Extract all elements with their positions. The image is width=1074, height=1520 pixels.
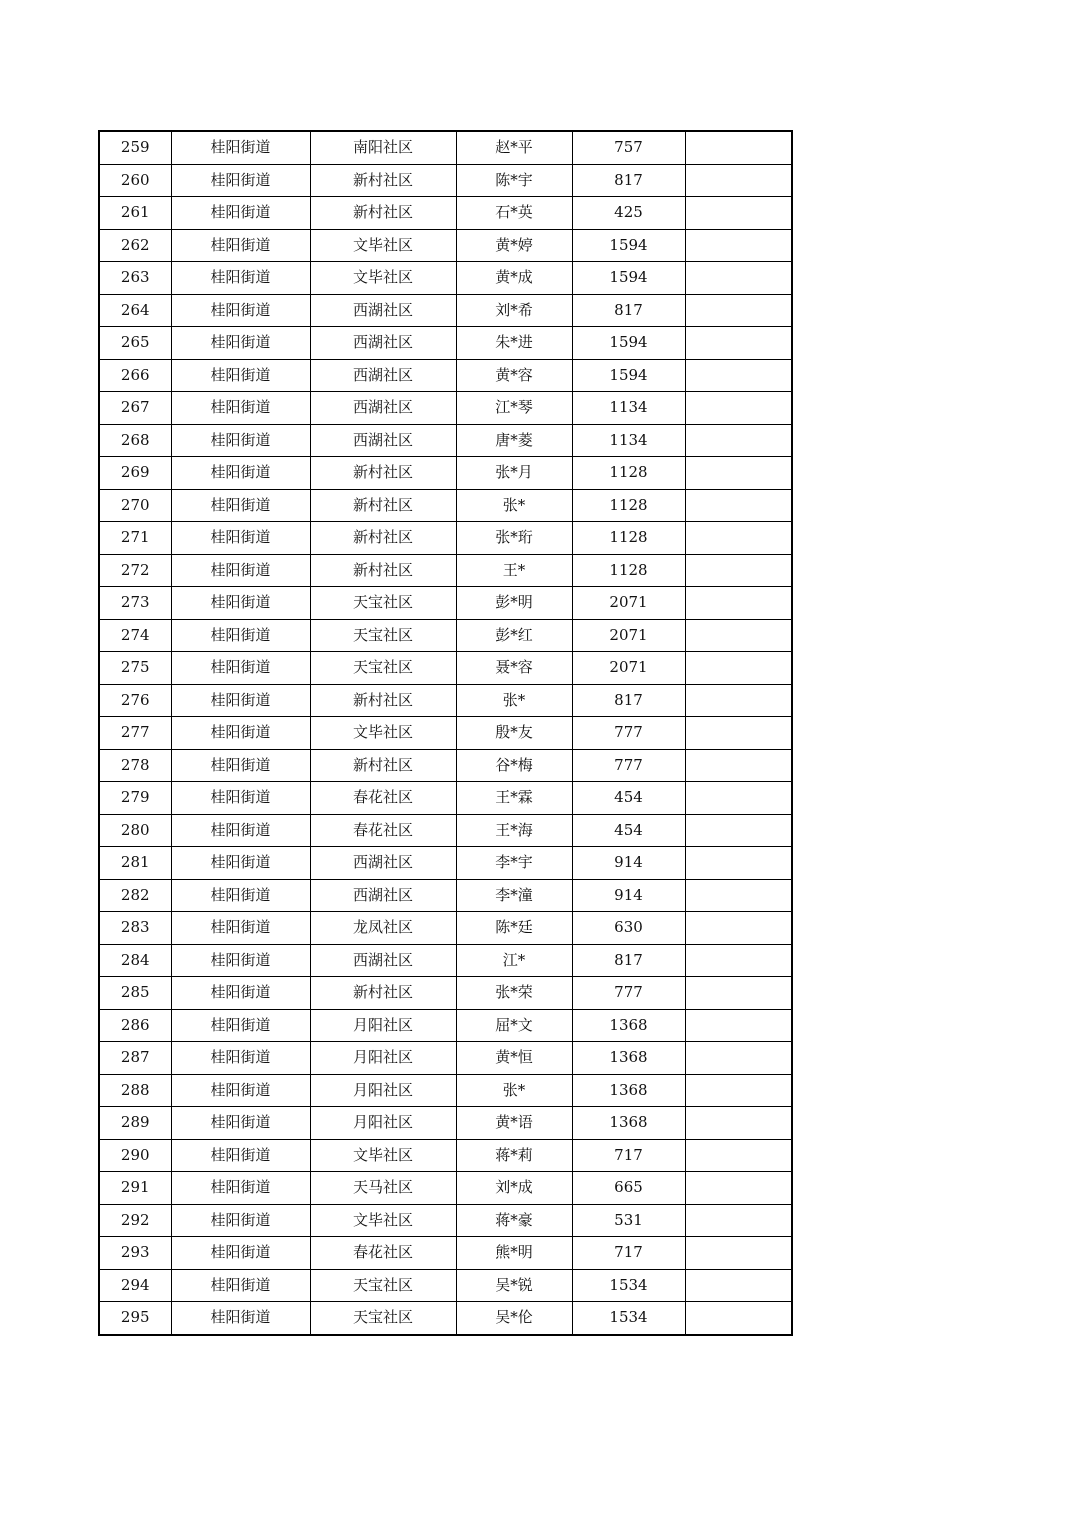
- data-table: [98, 130, 793, 1336]
- amount-cell: 1594: [572, 229, 685, 262]
- table-body: [99, 131, 792, 1335]
- name-cell: 唐*菱: [456, 424, 572, 457]
- street-cell: 桂阳街道: [171, 522, 310, 555]
- amount-cell: 914: [572, 879, 685, 912]
- street-cell: 桂阳街道: [171, 424, 310, 457]
- amount-cell: 2071: [572, 587, 685, 620]
- table-row: [99, 262, 792, 295]
- street-cell: 桂阳街道: [171, 587, 310, 620]
- row-number-cell: 276: [99, 684, 171, 717]
- community-cell: 天宝社区: [310, 652, 456, 685]
- row-number-cell: 286: [99, 1009, 171, 1042]
- amount-cell: 914: [572, 847, 685, 880]
- street-cell: 桂阳街道: [171, 131, 310, 164]
- note-cell: [685, 131, 792, 164]
- amount-cell: 1128: [572, 457, 685, 490]
- name-cell: 李*潼: [456, 879, 572, 912]
- row-number-cell: 261: [99, 197, 171, 230]
- street-cell: 桂阳街道: [171, 1107, 310, 1140]
- table-row: [99, 977, 792, 1010]
- name-cell: 王*海: [456, 814, 572, 847]
- name-cell: 蒋*莉: [456, 1139, 572, 1172]
- amount-cell: 1134: [572, 392, 685, 425]
- street-cell: 桂阳街道: [171, 197, 310, 230]
- street-cell: 桂阳街道: [171, 814, 310, 847]
- table-row: [99, 131, 792, 164]
- row-number-cell: 271: [99, 522, 171, 555]
- note-cell: [685, 749, 792, 782]
- amount-cell: 1534: [572, 1269, 685, 1302]
- street-cell: 桂阳街道: [171, 327, 310, 360]
- amount-cell: 1128: [572, 489, 685, 522]
- amount-cell: 1594: [572, 359, 685, 392]
- note-cell: [685, 977, 792, 1010]
- table-row: [99, 1009, 792, 1042]
- community-cell: 西湖社区: [310, 424, 456, 457]
- amount-cell: 1594: [572, 327, 685, 360]
- note-cell: [685, 879, 792, 912]
- note-cell: [685, 652, 792, 685]
- name-cell: 石*英: [456, 197, 572, 230]
- name-cell: 王*霖: [456, 782, 572, 815]
- street-cell: 桂阳街道: [171, 229, 310, 262]
- table-row: [99, 229, 792, 262]
- community-cell: 南阳社区: [310, 131, 456, 164]
- note-cell: [685, 1302, 792, 1335]
- community-cell: 新村社区: [310, 489, 456, 522]
- row-number-cell: 273: [99, 587, 171, 620]
- amount-cell: 531: [572, 1204, 685, 1237]
- table-row: [99, 1107, 792, 1140]
- row-number-cell: 295: [99, 1302, 171, 1335]
- community-cell: 天宝社区: [310, 587, 456, 620]
- street-cell: 桂阳街道: [171, 1269, 310, 1302]
- community-cell: 新村社区: [310, 977, 456, 1010]
- row-number-cell: 280: [99, 814, 171, 847]
- row-number-cell: 290: [99, 1139, 171, 1172]
- row-number-cell: 285: [99, 977, 171, 1010]
- community-cell: 月阳社区: [310, 1009, 456, 1042]
- street-cell: 桂阳街道: [171, 912, 310, 945]
- street-cell: 桂阳街道: [171, 392, 310, 425]
- amount-cell: 1368: [572, 1107, 685, 1140]
- street-cell: 桂阳街道: [171, 944, 310, 977]
- street-cell: 桂阳街道: [171, 1172, 310, 1205]
- street-cell: 桂阳街道: [171, 977, 310, 1010]
- note-cell: [685, 717, 792, 750]
- street-cell: 桂阳街道: [171, 879, 310, 912]
- community-cell: 天宝社区: [310, 619, 456, 652]
- amount-cell: 1368: [572, 1074, 685, 1107]
- row-number-cell: 291: [99, 1172, 171, 1205]
- table-row: [99, 717, 792, 750]
- table-row: [99, 197, 792, 230]
- community-cell: 新村社区: [310, 749, 456, 782]
- street-cell: 桂阳街道: [171, 749, 310, 782]
- table-row: [99, 164, 792, 197]
- amount-cell: 1128: [572, 554, 685, 587]
- name-cell: 赵*平: [456, 131, 572, 164]
- row-number-cell: 281: [99, 847, 171, 880]
- table-row: [99, 457, 792, 490]
- street-cell: 桂阳街道: [171, 1302, 310, 1335]
- community-cell: 西湖社区: [310, 294, 456, 327]
- table-row: [99, 944, 792, 977]
- table-row: [99, 652, 792, 685]
- row-number-cell: 265: [99, 327, 171, 360]
- community-cell: 龙凤社区: [310, 912, 456, 945]
- table-row: [99, 294, 792, 327]
- name-cell: 吴*锐: [456, 1269, 572, 1302]
- row-number-cell: 277: [99, 717, 171, 750]
- community-cell: 文毕社区: [310, 1139, 456, 1172]
- street-cell: 桂阳街道: [171, 489, 310, 522]
- note-cell: [685, 1042, 792, 1075]
- community-cell: 月阳社区: [310, 1042, 456, 1075]
- table-row: [99, 879, 792, 912]
- name-cell: 殷*友: [456, 717, 572, 750]
- row-number-cell: 294: [99, 1269, 171, 1302]
- street-cell: 桂阳街道: [171, 262, 310, 295]
- amount-cell: 454: [572, 814, 685, 847]
- name-cell: 吴*伦: [456, 1302, 572, 1335]
- name-cell: 朱*进: [456, 327, 572, 360]
- table-row: [99, 619, 792, 652]
- street-cell: 桂阳街道: [171, 1042, 310, 1075]
- note-cell: [685, 619, 792, 652]
- community-cell: 西湖社区: [310, 327, 456, 360]
- name-cell: 陈*宇: [456, 164, 572, 197]
- amount-cell: 817: [572, 684, 685, 717]
- note-cell: [685, 522, 792, 555]
- amount-cell: 757: [572, 131, 685, 164]
- note-cell: [685, 359, 792, 392]
- name-cell: 陈*廷: [456, 912, 572, 945]
- row-number-cell: 267: [99, 392, 171, 425]
- name-cell: 刘*希: [456, 294, 572, 327]
- community-cell: 西湖社区: [310, 847, 456, 880]
- community-cell: 月阳社区: [310, 1074, 456, 1107]
- street-cell: 桂阳街道: [171, 619, 310, 652]
- row-number-cell: 270: [99, 489, 171, 522]
- row-number-cell: 279: [99, 782, 171, 815]
- community-cell: 文毕社区: [310, 717, 456, 750]
- amount-cell: 777: [572, 749, 685, 782]
- amount-cell: 425: [572, 197, 685, 230]
- row-number-cell: 282: [99, 879, 171, 912]
- note-cell: [685, 587, 792, 620]
- table-row: [99, 522, 792, 555]
- street-cell: 桂阳街道: [171, 652, 310, 685]
- row-number-cell: 293: [99, 1237, 171, 1270]
- note-cell: [685, 327, 792, 360]
- note-cell: [685, 1074, 792, 1107]
- street-cell: 桂阳街道: [171, 782, 310, 815]
- table-row: [99, 554, 792, 587]
- amount-cell: 1534: [572, 1302, 685, 1335]
- table-row: [99, 684, 792, 717]
- table-row: [99, 1204, 792, 1237]
- name-cell: 李*宇: [456, 847, 572, 880]
- street-cell: 桂阳街道: [171, 164, 310, 197]
- community-cell: 文毕社区: [310, 229, 456, 262]
- community-cell: 新村社区: [310, 554, 456, 587]
- row-number-cell: 269: [99, 457, 171, 490]
- name-cell: 彭*明: [456, 587, 572, 620]
- note-cell: [685, 457, 792, 490]
- name-cell: 张*: [456, 1074, 572, 1107]
- name-cell: 张*: [456, 684, 572, 717]
- table-row: [99, 1172, 792, 1205]
- amount-cell: 630: [572, 912, 685, 945]
- name-cell: 黄*恒: [456, 1042, 572, 1075]
- name-cell: 黄*容: [456, 359, 572, 392]
- table-row: [99, 424, 792, 457]
- community-cell: 新村社区: [310, 164, 456, 197]
- table-row: [99, 1042, 792, 1075]
- amount-cell: 1128: [572, 522, 685, 555]
- note-cell: [685, 164, 792, 197]
- community-cell: 春花社区: [310, 1237, 456, 1270]
- name-cell: 江*琴: [456, 392, 572, 425]
- amount-cell: 1594: [572, 262, 685, 295]
- name-cell: 江*: [456, 944, 572, 977]
- table-row: [99, 327, 792, 360]
- row-number-cell: 287: [99, 1042, 171, 1075]
- row-number-cell: 274: [99, 619, 171, 652]
- row-number-cell: 259: [99, 131, 171, 164]
- amount-cell: 717: [572, 1139, 685, 1172]
- street-cell: 桂阳街道: [171, 1009, 310, 1042]
- street-cell: 桂阳街道: [171, 294, 310, 327]
- name-cell: 屈*文: [456, 1009, 572, 1042]
- name-cell: 张*珩: [456, 522, 572, 555]
- row-number-cell: 262: [99, 229, 171, 262]
- table-row: [99, 1074, 792, 1107]
- note-cell: [685, 1139, 792, 1172]
- community-cell: 春花社区: [310, 782, 456, 815]
- name-cell: 熊*明: [456, 1237, 572, 1270]
- community-cell: 月阳社区: [310, 1107, 456, 1140]
- name-cell: 聂*容: [456, 652, 572, 685]
- amount-cell: 2071: [572, 619, 685, 652]
- amount-cell: 1368: [572, 1042, 685, 1075]
- street-cell: 桂阳街道: [171, 717, 310, 750]
- community-cell: 春花社区: [310, 814, 456, 847]
- note-cell: [685, 229, 792, 262]
- amount-cell: 2071: [572, 652, 685, 685]
- community-cell: 天宝社区: [310, 1269, 456, 1302]
- street-cell: 桂阳街道: [171, 359, 310, 392]
- name-cell: 刘*成: [456, 1172, 572, 1205]
- community-cell: 西湖社区: [310, 359, 456, 392]
- table-row: [99, 1269, 792, 1302]
- note-cell: [685, 814, 792, 847]
- note-cell: [685, 1172, 792, 1205]
- street-cell: 桂阳街道: [171, 554, 310, 587]
- amount-cell: 777: [572, 977, 685, 1010]
- row-number-cell: 266: [99, 359, 171, 392]
- table-row: [99, 749, 792, 782]
- row-number-cell: 275: [99, 652, 171, 685]
- row-number-cell: 292: [99, 1204, 171, 1237]
- table-row: [99, 587, 792, 620]
- amount-cell: 454: [572, 782, 685, 815]
- note-cell: [685, 782, 792, 815]
- street-cell: 桂阳街道: [171, 684, 310, 717]
- amount-cell: 817: [572, 164, 685, 197]
- community-cell: 天宝社区: [310, 1302, 456, 1335]
- note-cell: [685, 489, 792, 522]
- table-row: [99, 392, 792, 425]
- name-cell: 蒋*豪: [456, 1204, 572, 1237]
- street-cell: 桂阳街道: [171, 457, 310, 490]
- note-cell: [685, 1204, 792, 1237]
- table-row: [99, 1302, 792, 1335]
- amount-cell: 1134: [572, 424, 685, 457]
- row-number-cell: 284: [99, 944, 171, 977]
- note-cell: [685, 294, 792, 327]
- street-cell: 桂阳街道: [171, 1074, 310, 1107]
- note-cell: [685, 392, 792, 425]
- name-cell: 张*荣: [456, 977, 572, 1010]
- community-cell: 新村社区: [310, 522, 456, 555]
- note-cell: [685, 944, 792, 977]
- note-cell: [685, 262, 792, 295]
- street-cell: 桂阳街道: [171, 847, 310, 880]
- row-number-cell: 260: [99, 164, 171, 197]
- amount-cell: 817: [572, 944, 685, 977]
- row-number-cell: 264: [99, 294, 171, 327]
- table-row: [99, 359, 792, 392]
- note-cell: [685, 847, 792, 880]
- name-cell: 王*: [456, 554, 572, 587]
- community-cell: 天马社区: [310, 1172, 456, 1205]
- name-cell: 张*月: [456, 457, 572, 490]
- street-cell: 桂阳街道: [171, 1237, 310, 1270]
- community-cell: 西湖社区: [310, 392, 456, 425]
- note-cell: [685, 197, 792, 230]
- community-cell: 西湖社区: [310, 944, 456, 977]
- note-cell: [685, 1237, 792, 1270]
- note-cell: [685, 1107, 792, 1140]
- note-cell: [685, 1009, 792, 1042]
- community-cell: 文毕社区: [310, 1204, 456, 1237]
- row-number-cell: 263: [99, 262, 171, 295]
- street-cell: 桂阳街道: [171, 1204, 310, 1237]
- table-row: [99, 1237, 792, 1270]
- name-cell: 黄*婷: [456, 229, 572, 262]
- table-row: [99, 814, 792, 847]
- row-number-cell: 288: [99, 1074, 171, 1107]
- amount-cell: 817: [572, 294, 685, 327]
- amount-cell: 717: [572, 1237, 685, 1270]
- name-cell: 张*: [456, 489, 572, 522]
- community-cell: 新村社区: [310, 457, 456, 490]
- amount-cell: 665: [572, 1172, 685, 1205]
- table-row: [99, 847, 792, 880]
- community-cell: 新村社区: [310, 684, 456, 717]
- name-cell: 黄*成: [456, 262, 572, 295]
- row-number-cell: 289: [99, 1107, 171, 1140]
- name-cell: 彭*红: [456, 619, 572, 652]
- table-row: [99, 782, 792, 815]
- name-cell: 谷*梅: [456, 749, 572, 782]
- row-number-cell: 268: [99, 424, 171, 457]
- community-cell: 新村社区: [310, 197, 456, 230]
- note-cell: [685, 554, 792, 587]
- note-cell: [685, 1269, 792, 1302]
- table-row: [99, 1139, 792, 1172]
- row-number-cell: 272: [99, 554, 171, 587]
- note-cell: [685, 912, 792, 945]
- table-row: [99, 489, 792, 522]
- street-cell: 桂阳街道: [171, 1139, 310, 1172]
- amount-cell: 777: [572, 717, 685, 750]
- row-number-cell: 283: [99, 912, 171, 945]
- table-row: [99, 912, 792, 945]
- row-number-cell: 278: [99, 749, 171, 782]
- note-cell: [685, 424, 792, 457]
- community-cell: 西湖社区: [310, 879, 456, 912]
- community-cell: 文毕社区: [310, 262, 456, 295]
- note-cell: [685, 684, 792, 717]
- amount-cell: 1368: [572, 1009, 685, 1042]
- name-cell: 黄*语: [456, 1107, 572, 1140]
